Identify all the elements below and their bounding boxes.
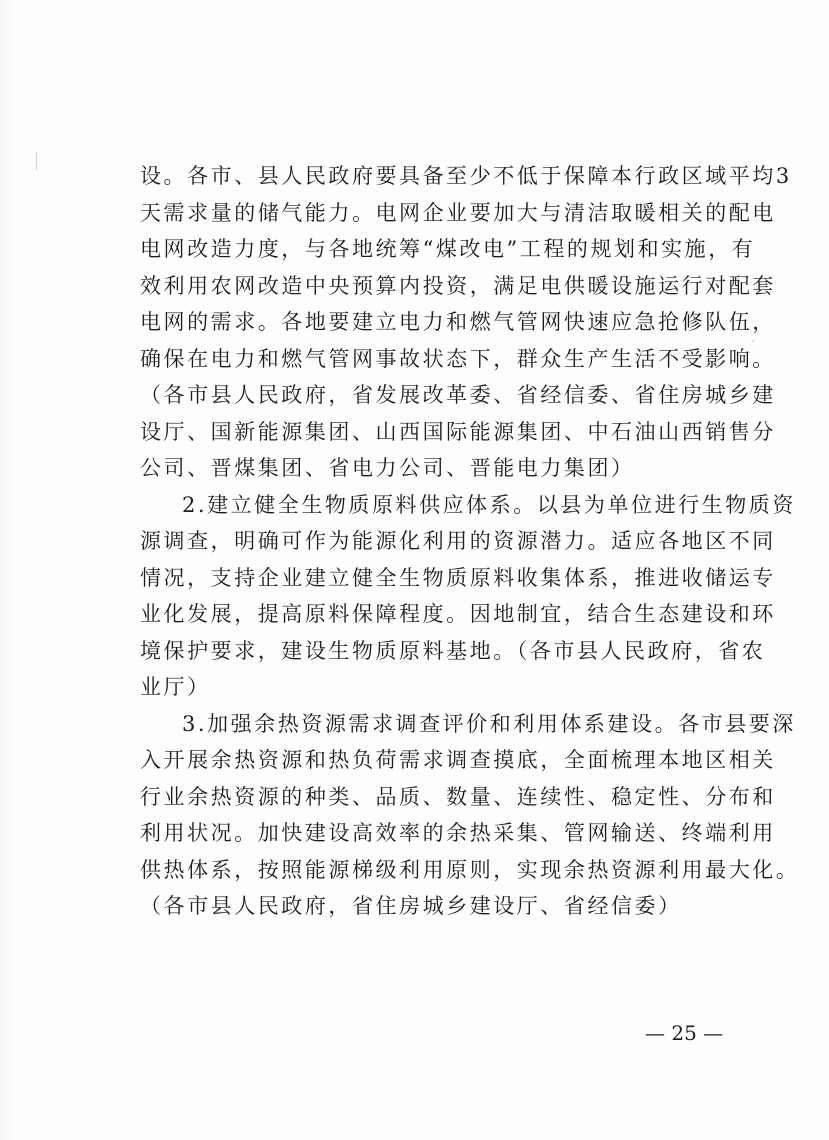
text-line: 利用状况。加快建设高效率的余热采集、管网输送、终端利用 bbox=[140, 821, 776, 845]
text-line: 情况，支持企业建立健全生物质原料收集体系，推进收储运专 bbox=[140, 565, 776, 590]
text-line: 天需求量的储气能力。电网企业要加大与清洁取暖相关的配电 bbox=[140, 200, 776, 225]
text-line: 源调查，明确可作为能源化利用的资源潜力。适应各地区不同 bbox=[140, 529, 776, 553]
text-line: 设厅、国新能源集团、山西国际能源集团、中石油山西销售分 bbox=[140, 419, 776, 444]
text-line: 境保护要求，建设生物质原料基地。（各市县人民政府，省农 bbox=[140, 638, 766, 663]
text-line: 业厅） bbox=[140, 675, 211, 699]
text-line: 确保在电力和燃气管网事故状态下，群众生产生活不受影响。 bbox=[140, 346, 776, 371]
text-line: 电网的需求。各地要建立电力和燃气管网快速应急抢修队伍， bbox=[140, 310, 776, 334]
body-text bbox=[140, 158, 800, 925]
scan-artifact-mark bbox=[36, 152, 37, 170]
text-line: 供热体系，按照能源梯级利用原则，实现余热资源利用最大化。 bbox=[140, 857, 800, 882]
scan-shadow-edge bbox=[0, 0, 14, 1140]
text-line: 设。各市、县人民政府要具备至少不低于保障本行政区域平均3 bbox=[140, 164, 792, 188]
text-line: 入开展余热资源和热负荷需求调查摸底，全面梳理本地区相关 bbox=[140, 748, 776, 772]
section-heading-line: 2.建立健全生物质原料供应体系。以县为单位进行生物质资 bbox=[182, 492, 796, 517]
text-line: 行业余热资源的种类、品质、数量、连续性、稳定性、分布和 bbox=[140, 784, 776, 809]
page-number: — 25 — bbox=[645, 1021, 724, 1045]
section-heading-line: 3.加强余热资源需求调查评价和利用体系建设。各市县要深 bbox=[182, 711, 796, 736]
text-line: （各市县人民政府，省住房城乡建设厅、省经信委） bbox=[140, 894, 682, 918]
text-line: （各市县人民政府，省发展改革委、省经信委、省住房城乡建 bbox=[140, 383, 776, 407]
text-line: 业化发展，提高原料保障程度。因地制宜，结合生态建设和环 bbox=[140, 602, 776, 626]
scan-artifact-dot bbox=[752, 340, 754, 342]
text-line: 效利用农网改造中央预算内投资，满足电供暖设施运行对配套 bbox=[140, 273, 776, 298]
text-line: 电网改造力度，与各地统筹“煤改电”工程的规划和实施，有 bbox=[140, 237, 756, 261]
text-line: 公司、晋煤集团、省电力公司、晋能电力集团） bbox=[140, 456, 635, 480]
